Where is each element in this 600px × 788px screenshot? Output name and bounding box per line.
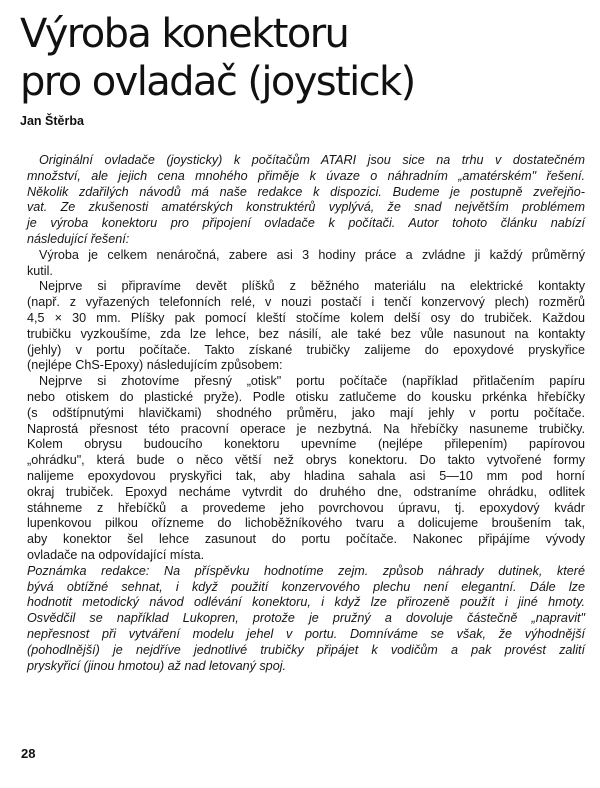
article-title [20,10,415,106]
text-line: Nejprve si zhotovíme přesný „otisk" portu počítače (například přitlačením papíru [39,374,585,389]
text-line: stáhneme z hřebíčků a provedeme jeho povrchovou úpravu, tj. epoxydový kvádr [27,500,585,515]
article-intro [27,153,585,248]
text-line: nepřesnost při vytváření modelu jehel v portu. Domníváme se však, že výhodnější [27,626,585,641]
text-line: (nejlépe ChS-Epoxy) následujícím způsobem: [27,358,283,373]
text-line: aby konektor šel lehce zasunout do portu počítače. Nakonec připájíme vývody [27,532,585,547]
editorial-note [27,563,585,675]
text-line: trubičku vyzkoušíme, zda lze lehce, bez násilí, ale také bez vůle nasunout na kontakty [27,326,585,341]
text-line: (pohodlnější) je nejdříve jednotlivé trubičky připájet k vodičům a pak provést zalití [27,642,585,657]
text-line: ovladače na odpovídající místa. [27,547,205,562]
title-line: Výroba konektoru [20,11,349,57]
text-line: 4,5 × 30 mm. Plíšky pak pomocí kleští stočíme kolem delší osy do trubiček. Každou [27,310,585,325]
text-line: „ohrádku", která bude o něco větší než obrys konektoru. Do takto vytvořené formy [27,453,585,468]
text-line: bývá obtížné sehnat, i když použití konzervového plechu není elegantní. Dále lze [27,579,585,594]
text-line: Poznámka redakce: Na příspěvku hodnotíme zejm. způsob náhrady dutinek, které [27,563,585,578]
text-line: vat. Ze zkušenosti amatérských konstruktérů vyplývá, že snad největším problémem [27,200,585,215]
text-line: okraj trubiček. Epoxyd necháme vytvrdit do druhého dne, odstraníme ohrádku, odlitek [27,484,585,499]
text-line: kutil. [27,263,53,278]
page-number: 28 [21,746,36,761]
text-line: množství, ale jejich cena mnohého přiměje k úvaze o náhradním „amatérském" řešení. [27,168,585,183]
text-line: Naprostá přesnost této pracovní operace je nezbytná. Na hřebíčky nasuneme trubičky. [27,421,585,436]
text-line: hodnotit metodický návod odlévání konektoru, i když lze přirozeně použít i jiné hmoty. [27,595,585,610]
text-line: (např. z vyřazených telefonních relé, v nouzi postačí i tenčí konzervový plech) rozměrů [27,295,585,310]
text-line: následující řešení: [27,231,130,246]
text-line: Nejprve si připravíme devět plíšků z běžného materiálu na elektrické kontakty [39,279,585,294]
article-body [27,153,585,674]
title-line: pro ovladač (joystick) [20,59,415,105]
text-line: je výroba konektoru pro připojení ovladače k počítači. Autor tohoto článku nabízí [27,216,585,231]
article-author: Jan Štěrba [20,114,84,128]
text-line: (s odštípnutými hlavičkami) shodného průměru, jako mají jehly v portu počítače. [27,405,585,420]
article-main-text [27,247,585,564]
text-line: Několik zdařilých návodů má naše redakce k dispozici. Budeme je postupně zveřejňo- [27,184,585,199]
text-line: pryskyřicí (jinou hmotou) až nad letovaný spoj. [27,658,286,673]
text-line: Kolem obrysu budoucího konektoru upevníme (nejlépe přilepením) papírovou [27,437,585,452]
text-line: (jehly) v portu počítače. Takto získané trubičky zalijeme do epoxydové pryskyřice [27,342,585,357]
text-line: nalijeme epoxydovou pryskyřici tak, aby hladina sahala asi 5—10 mm pod horní [27,468,585,483]
text-line: nebo otiskem do plastické pryže). Podle otisku zatlučeme do kousku prkénka hřebíčky [27,389,585,404]
text-line: Výroba je celkem nenáročná, zabere asi 3 hodiny práce a zvládne ji každý průměrný [39,247,585,262]
text-line: Originální ovladače (joysticky) k počítačům ATARI jsou sice na trhu v dostatečném [39,153,585,167]
text-line: Osvědčil se například Lukopren, protože je pružný a dovoluje částečně „napravit" [27,611,585,626]
text-line: lupenkovou pilkou ořízneme do lichoběžníkového tvaru a dolicujeme broušením tak, [27,516,585,531]
